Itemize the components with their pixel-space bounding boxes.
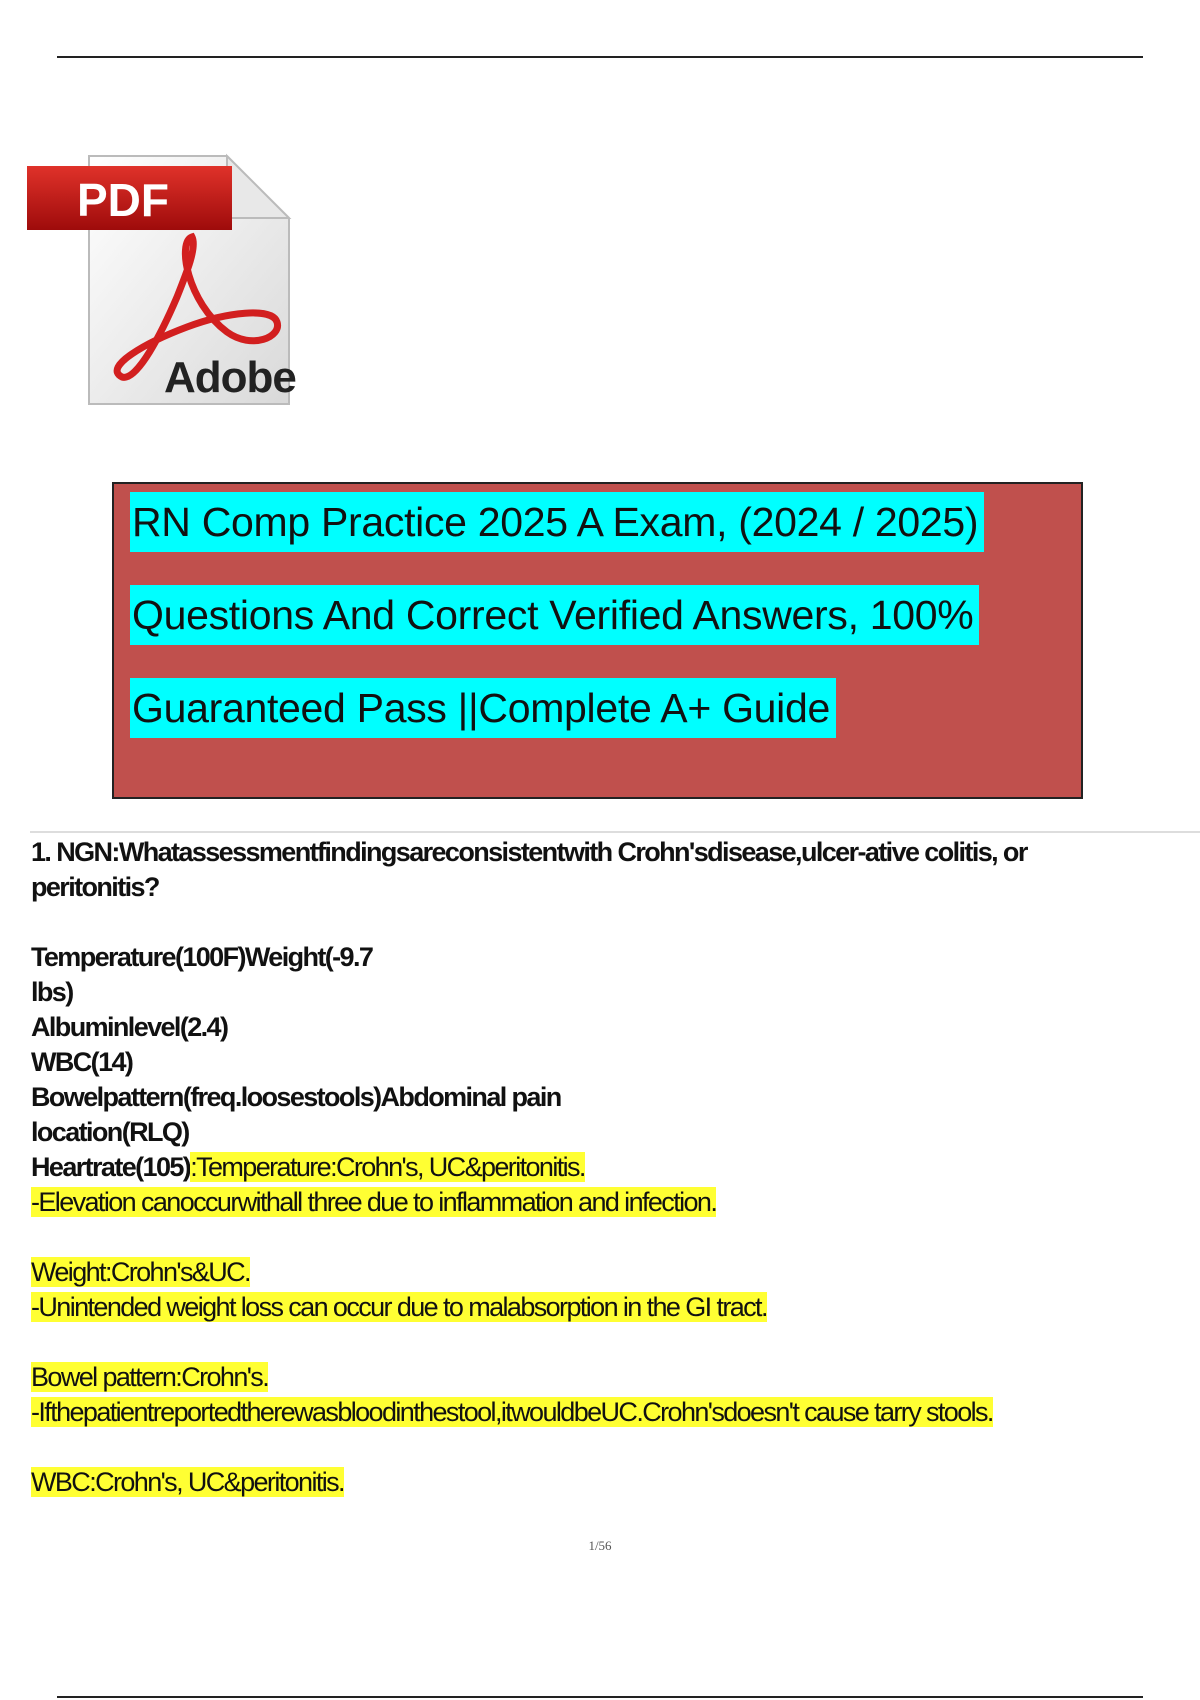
question-block	[31, 835, 1151, 1500]
answer-detail: -Elevation canoccurwithall three due to inflammation and infection.	[31, 1187, 717, 1217]
finding: location(RLQ)	[31, 1117, 189, 1147]
title-box	[112, 482, 1083, 799]
question-number: 1.	[31, 837, 51, 867]
answer-detail: -Unintended weight loss can occur due to malabsorption in the GI tract.	[31, 1292, 767, 1322]
separator	[30, 831, 1200, 833]
title-line-2: Questions And Correct Verified Answers, 100%	[130, 585, 979, 645]
bottom-rule	[57, 1696, 1143, 1698]
answer-head: Bowel pattern:Crohn's.	[31, 1362, 269, 1392]
question-heading	[31, 835, 1151, 905]
page-number: 1/56	[588, 1538, 612, 1553]
finding: Bowelpattern(freq.loosestools)Abdominal pain	[31, 1082, 561, 1112]
finding: Albuminlevel(2.4)	[31, 1012, 228, 1042]
answer-head: :Temperature:Crohn's, UC&peritonitis.	[190, 1152, 585, 1182]
title-line-1: RN Comp Practice 2025 A Exam, (2024 / 2025)	[130, 492, 984, 552]
answer-head: WBC:Crohn's, UC&peritonitis.	[31, 1467, 344, 1497]
finding: Heartrate(105)	[31, 1152, 191, 1182]
pdf-badge-text: PDF	[77, 174, 169, 226]
adobe-pdf-logo	[27, 152, 317, 408]
finding: Temperature(100F)Weight(-9.7	[31, 942, 373, 972]
adobe-brand-text: Adobe	[164, 353, 296, 402]
finding: WBC(14)	[31, 1047, 133, 1077]
top-rule	[57, 56, 1143, 58]
title-line-3: Guaranteed Pass ||Complete A+ Guide	[130, 678, 836, 738]
finding: lbs)	[31, 977, 73, 1007]
question-text: NGN:Whatassessmentfindingsareconsistentwith Crohn'sdisease,ulcer-ative colitis, or peritonitis?	[31, 837, 1027, 902]
answer-head: Weight:Crohn's&UC.	[31, 1257, 250, 1287]
answer-detail: -Ifthepatientreportedtherewasbloodinthestool,itwouldbeUC.Crohn'sdoesn't cause tarry stools.	[31, 1397, 993, 1427]
